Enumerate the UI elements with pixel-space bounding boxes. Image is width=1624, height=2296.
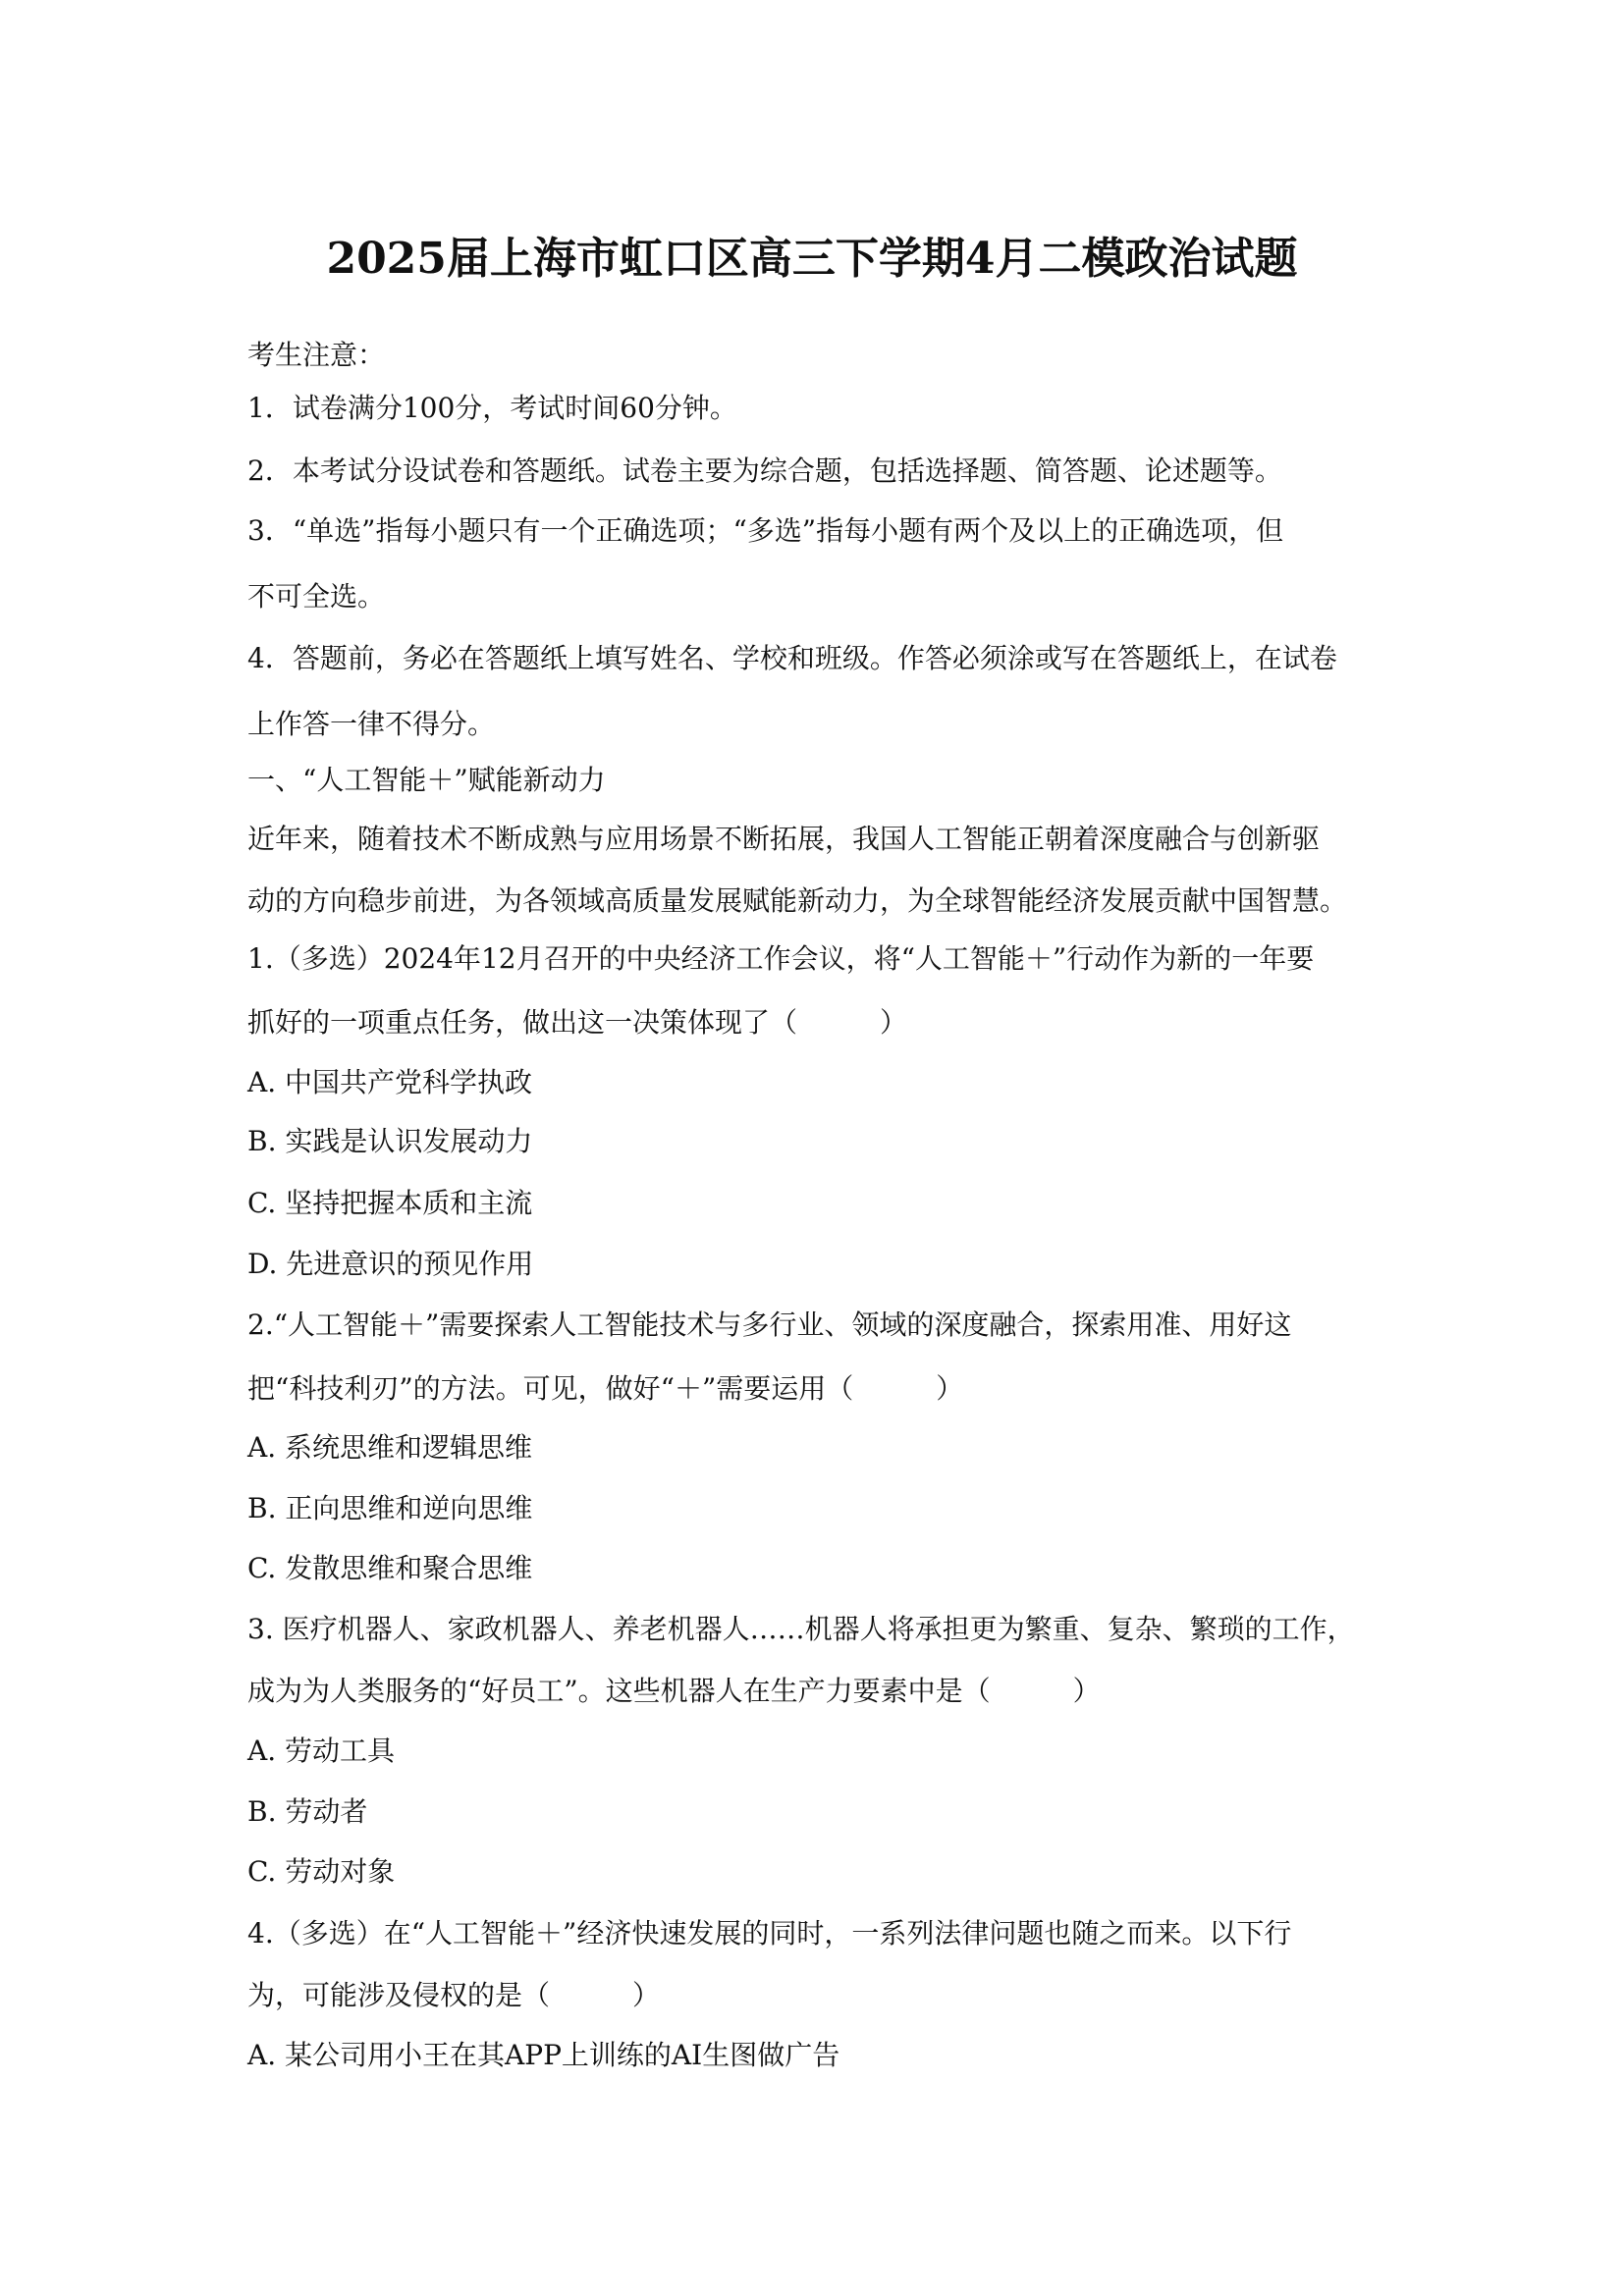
section-intro: 近年来，随着技术不断成熟与应用场景不断拓展，我国人工智能正朝着深度融合与创新驱 (247, 823, 1321, 855)
section-heading: 一、“人工智能＋”赋能新动力 (247, 764, 606, 796)
question-stem: 抓好的一项重点任务，做出这一决策体现了（ ） (247, 1006, 908, 1039)
notice-item: 4．答题前，务必在答题纸上填写姓名、学校和班级。作答必须涂或写在答题纸上，在试卷 (247, 642, 1337, 674)
option-a: A. 系统思维和逻辑思维 (247, 1431, 533, 1464)
notice-item: 不可全选。 (247, 580, 386, 613)
notice-item: 2．本考试分设试卷和答题纸。试卷主要为综合题，包括选择题、简答题、论述题等。 (247, 454, 1282, 487)
option-c: C. 发散思维和聚合思维 (247, 1552, 533, 1584)
question-stem: 3. 医疗机器人、家政机器人、养老机器人……机器人将承担更为繁重、复杂、繁琐的工作， (247, 1613, 1355, 1645)
notice-item: 3．“单选”指每小题只有一个正确选项；“多选”指每小题有两个及以上的正确选项，但 (247, 514, 1284, 547)
option-b: B. 劳动者 (247, 1795, 368, 1828)
question-stem: 2.“人工智能＋”需要探索人工智能技术与多行业、领域的深度融合，探索用准、用好这 (247, 1308, 1292, 1341)
question-stem: 4.（多选）在“人工智能＋”经济快速发展的同时，一系列法律问题也随之而来。以下行 (247, 1917, 1292, 1949)
section-intro: 动的方向稳步前进，为各领域高质量发展赋能新动力，为全球智能经济发展贡献中国智慧。 (247, 884, 1348, 917)
option-d: D. 先进意识的预见作用 (247, 1248, 534, 1280)
question-stem: 为，可能涉及侵权的是（ ） (247, 1979, 661, 2011)
question-stem: 1.（多选）2024年12月召开的中央经济工作会议，将“人工智能＋”行动作为新的一年要 (247, 942, 1315, 975)
option-c: C. 坚持把握本质和主流 (247, 1187, 533, 1219)
option-c: C. 劳动对象 (247, 1855, 396, 1888)
question-stem: 把“科技利刃”的方法。可见，做好“＋”需要运用（ ） (247, 1372, 964, 1405)
option-b: B. 正向思维和逆向思维 (247, 1492, 533, 1524)
option-b: B. 实践是认识发展动力 (247, 1125, 533, 1157)
notice-item: 1．试卷满分100分，考试时间60分钟。 (247, 392, 737, 424)
page-title: 2025届上海市虹口区高三下学期4月二模政治试题 (326, 234, 1298, 284)
option-a: A. 某公司用小王在其APP上训练的AI生图做广告 (247, 2039, 840, 2071)
option-a: A. 中国共产党科学执政 (247, 1066, 533, 1098)
option-a: A. 劳动工具 (247, 1735, 396, 1767)
notice-heading: 考生注意： (247, 339, 386, 371)
notice-item: 上作答一律不得分。 (247, 708, 496, 740)
question-stem: 成为为人类服务的“好员工”。这些机器人在生产力要素中是（ ） (247, 1675, 1101, 1707)
